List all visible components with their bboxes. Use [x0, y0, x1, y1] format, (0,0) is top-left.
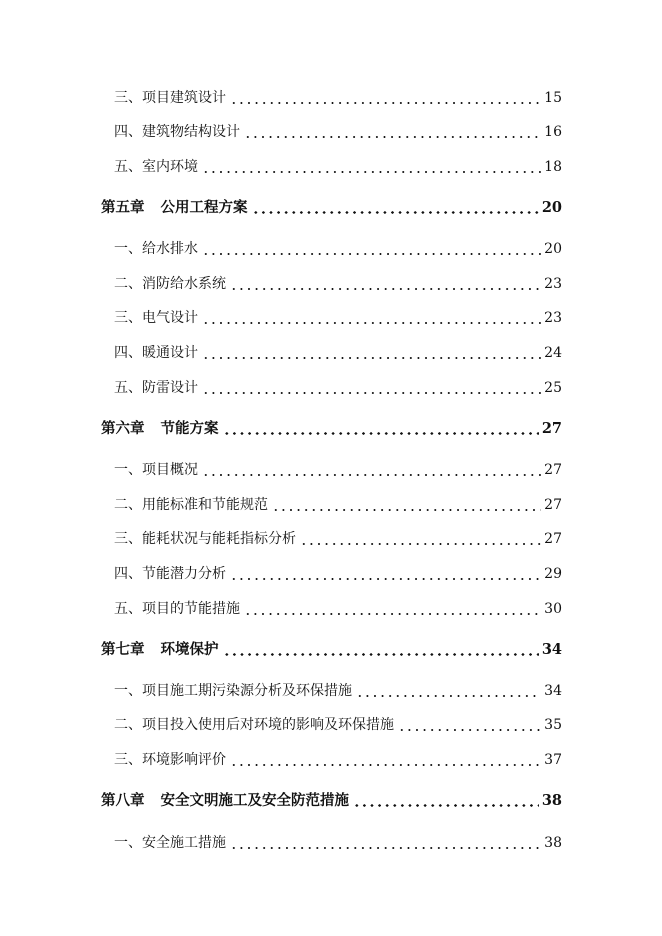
toc-chapter-heading	[101, 790, 349, 812]
toc-entry[interactable]	[114, 87, 562, 109]
chapter-title: 环境保护	[160, 641, 219, 658]
toc-entry[interactable]	[114, 832, 562, 854]
toc-page-number: 34	[544, 683, 562, 699]
toc-page-number: 34	[541, 641, 562, 658]
toc-page-number: 38	[541, 792, 562, 809]
toc-page-number: 27	[541, 420, 562, 437]
dot-leader	[223, 639, 539, 661]
chapter-number: 第八章	[101, 792, 145, 809]
dot-leader	[300, 528, 541, 550]
toc-page-number: 20	[544, 241, 562, 257]
dot-leader	[356, 680, 541, 702]
dot-leader	[252, 197, 539, 219]
toc-page-number: 27	[544, 531, 562, 547]
dot-leader	[230, 749, 541, 771]
dot-leader	[272, 494, 541, 516]
toc-entry-label: 五、室内环境	[114, 159, 198, 175]
dot-leader	[202, 238, 541, 260]
toc-entry-label: 四、暖通设计	[114, 345, 198, 361]
dot-leader	[202, 307, 541, 329]
toc-chapter-entry[interactable]	[101, 197, 562, 219]
toc-entry[interactable]	[114, 749, 562, 771]
chapter-number: 第六章	[101, 420, 145, 437]
toc-entry[interactable]	[114, 563, 562, 585]
chapter-number: 第七章	[101, 641, 145, 658]
toc-page-number: 27	[544, 497, 562, 513]
toc-page-number: 25	[544, 380, 562, 396]
dot-leader	[244, 598, 541, 620]
toc-entry-label: 二、项目投入使用后对环境的影响及环保措施	[114, 717, 394, 733]
toc-page-number: 38	[544, 835, 562, 851]
toc-entry-label: 二、消防给水系统	[114, 276, 226, 292]
dot-leader	[202, 377, 541, 399]
chapter-title: 公用工程方案	[160, 199, 248, 216]
toc-entry-label: 三、项目建筑设计	[114, 90, 226, 106]
toc-entry-label: 一、项目概况	[114, 462, 198, 478]
toc-entry[interactable]	[114, 494, 562, 516]
dot-leader	[202, 459, 541, 481]
toc-entry[interactable]	[114, 156, 562, 178]
toc-entry[interactable]	[114, 238, 562, 260]
dot-leader	[223, 418, 539, 440]
toc-entry[interactable]	[114, 307, 562, 329]
toc-entry[interactable]	[114, 377, 562, 399]
dot-leader	[230, 273, 541, 295]
toc-entry-label: 五、项目的节能措施	[114, 601, 240, 617]
toc-entry[interactable]	[114, 528, 562, 550]
toc-entry-label: 二、用能标准和节能规范	[114, 497, 268, 513]
toc-chapter-entry[interactable]	[101, 418, 562, 440]
toc-entry[interactable]	[114, 342, 562, 364]
toc-entry-label: 五、防雷设计	[114, 380, 198, 396]
toc-entry-label: 三、能耗状况与能耗指标分析	[114, 531, 296, 547]
dot-leader	[202, 156, 541, 178]
toc-entry-label: 一、项目施工期污染源分析及环保措施	[114, 683, 352, 699]
toc-entry[interactable]	[114, 459, 562, 481]
dot-leader	[202, 342, 541, 364]
toc-chapter-entry[interactable]	[101, 639, 562, 661]
toc-page-number: 23	[544, 276, 562, 292]
toc-entry-label: 一、给水排水	[114, 241, 198, 257]
toc-chapter-entry[interactable]	[101, 790, 562, 812]
toc-page-number: 30	[544, 601, 562, 617]
toc-page-number: 29	[544, 566, 562, 582]
dot-leader	[230, 87, 541, 109]
toc-page-number: 16	[544, 124, 562, 140]
dot-leader	[244, 121, 541, 143]
toc-entry-label: 一、安全施工措施	[114, 835, 226, 851]
toc-page-number: 27	[544, 462, 562, 478]
dot-leader	[353, 790, 539, 812]
toc-entry[interactable]	[114, 714, 562, 736]
chapter-number: 第五章	[101, 199, 145, 216]
toc-page-number: 23	[544, 310, 562, 326]
toc-page-number: 24	[544, 345, 562, 361]
toc-entry-label: 三、电气设计	[114, 310, 198, 326]
dot-leader	[230, 563, 541, 585]
toc-entry-label: 四、节能潜力分析	[114, 566, 226, 582]
toc-page-number: 37	[544, 752, 562, 768]
toc-chapter-heading	[101, 418, 219, 440]
toc-chapter-heading	[101, 197, 248, 219]
dot-leader	[230, 832, 541, 854]
toc-entry[interactable]	[114, 273, 562, 295]
toc-page-number: 20	[541, 199, 562, 216]
toc-page-number: 35	[544, 717, 562, 733]
chapter-title: 安全文明施工及安全防范措施	[160, 792, 349, 809]
toc-entry-label: 四、建筑物结构设计	[114, 124, 240, 140]
toc-entry[interactable]	[114, 598, 562, 620]
toc-entry-label: 三、环境影响评价	[114, 752, 226, 768]
toc-chapter-heading	[101, 639, 219, 661]
toc-page-number: 15	[544, 90, 562, 106]
toc-page-number: 18	[544, 159, 562, 175]
toc-entry[interactable]	[114, 121, 562, 143]
chapter-title: 节能方案	[160, 420, 219, 437]
toc-entry[interactable]	[114, 680, 562, 702]
dot-leader	[398, 714, 541, 736]
